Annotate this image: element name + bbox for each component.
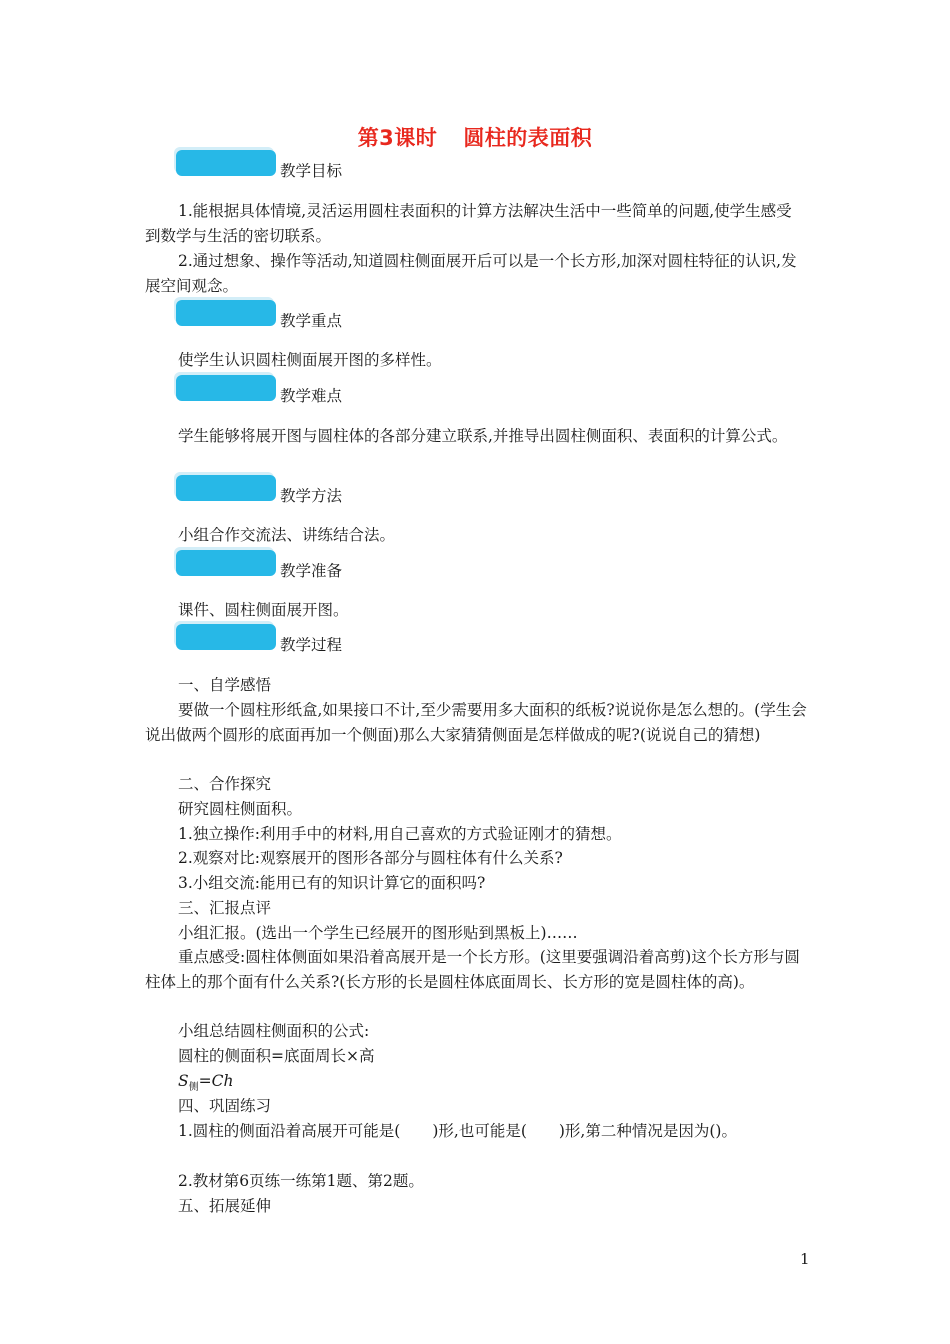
section-tab-decoration xyxy=(176,550,276,576)
process-step-2-title: 二、合作探究 xyxy=(178,775,272,793)
section-label: 教学重点 xyxy=(280,312,343,330)
exercise-1: 1.圆柱的侧面沿着高展开可能是( )形,也可能是( )形,第二种情况是因为()。 xyxy=(178,1122,737,1140)
objective-1: 1.能根据具体情境,灵活运用圆柱表面积的计算方法解决生活中一些简单的问题,使学生感受到数学与生活的密切联系。 xyxy=(145,202,792,245)
difficulties-text: 学生能够将展开图与圆柱体的各部分建立联系,并推导出圆柱侧面积、表面积的计算公式。 xyxy=(178,427,788,445)
preparation-text: 课件、圆柱侧面展开图。 xyxy=(178,601,349,619)
lateral-area-formula: $S_侧=Ch$ xyxy=(178,1072,234,1094)
section-tab-decoration xyxy=(176,624,276,650)
process-step-4-title: 四、巩固练习 xyxy=(178,1097,272,1115)
process-step-3-summary: 小组总结圆柱侧面积的公式: xyxy=(178,1022,370,1040)
page-number: 1 xyxy=(800,1250,810,1268)
exercise-2: 2.教材第6页练一练第1题、第2题。 xyxy=(178,1172,424,1190)
section-tab-decoration xyxy=(176,475,276,501)
section-label: 教学难点 xyxy=(280,387,343,405)
lesson-topic: 圆柱的表面积 xyxy=(463,126,593,150)
section-label: 教学准备 xyxy=(280,562,343,580)
process-step-3-key-insight: 重点感受:圆柱体侧面如果沿着高展开是一个长方形。(这里要强调沿着高剪)这个长方形与圆柱体上的那个面有什么关系?(长方形的长是圆柱体底面周长、长方形的宽是圆柱体的高)。 xyxy=(145,948,800,991)
lateral-area-formula-text: 圆柱的侧面积=底面周长×高 xyxy=(178,1047,375,1065)
process-step-2-item: 2.观察对比:观察展开的图形各部分与圆柱体有什么关系? xyxy=(178,849,563,867)
process-step-2-item: 3.小组交流:能用已有的知识计算它的面积吗? xyxy=(178,874,486,892)
process-step-5-title: 五、拓展延伸 xyxy=(178,1197,272,1215)
section-label: 教学方法 xyxy=(280,487,343,505)
process-step-2-intro: 研究圆柱侧面积。 xyxy=(178,800,303,818)
section-tab-decoration xyxy=(176,375,276,401)
section-label: 教学目标 xyxy=(280,162,343,180)
process-step-1-title: 一、自学感悟 xyxy=(178,676,272,694)
section-tab-decoration xyxy=(176,300,276,326)
methods-text: 小组合作交流法、讲练结合法。 xyxy=(178,526,396,544)
key-points-text: 使学生认识圆柱侧面展开图的多样性。 xyxy=(178,351,442,369)
section-label: 教学过程 xyxy=(280,636,343,654)
process-step-3-title: 三、汇报点评 xyxy=(178,899,272,917)
process-step-3-report: 小组汇报。(选出一个学生已经展开的图形贴到黑板上)…… xyxy=(178,924,578,942)
section-tab-decoration xyxy=(176,150,276,176)
page-title xyxy=(0,122,950,152)
process-step-1-text: 要做一个圆柱形纸盒,如果接口不计,至少需要用多大面积的纸板?说说你是怎么想的。(学生会说出做两个圆形的底面再加一个侧面)那么大家猜猜侧面是怎样做成的呢?(说说自己的猜想) xyxy=(145,701,807,744)
process-step-2-item: 1.独立操作:利用手中的材料,用自己喜欢的方式验证刚才的猜想。 xyxy=(178,825,622,843)
objective-2: 2.通过想象、操作等活动,知道圆柱侧面展开后可以是一个长方形,加深对圆柱特征的认识,发展空间观念。 xyxy=(145,252,797,295)
lesson-number: 第3课时 xyxy=(357,126,438,150)
